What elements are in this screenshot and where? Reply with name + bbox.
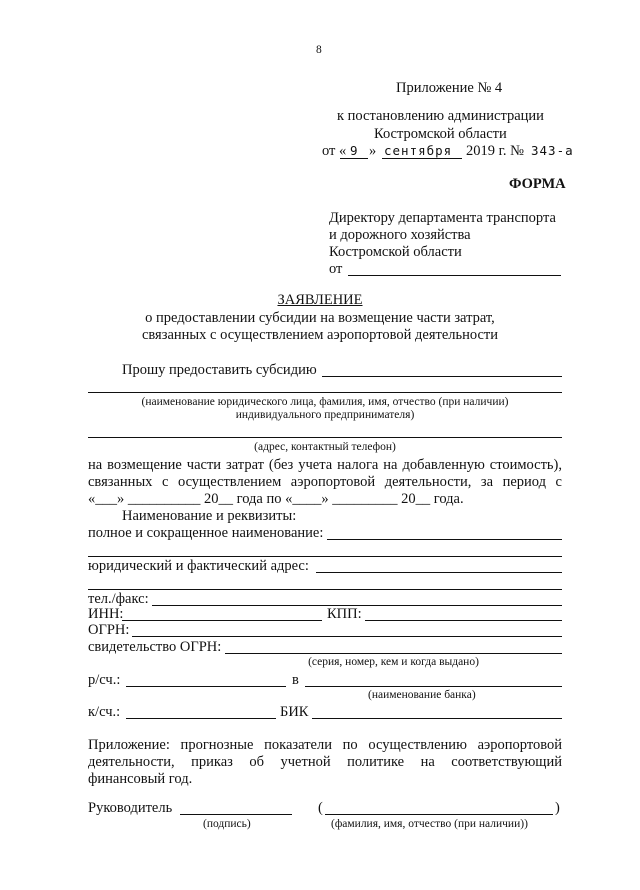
addressee-from-field[interactable] xyxy=(348,275,561,276)
document-title: ЗАЯВЛЕНИЕ xyxy=(277,292,363,308)
kpp-label: КПП: xyxy=(327,606,362,622)
page-number: 8 xyxy=(316,44,322,56)
attachment-line-3: финансовый год. xyxy=(88,771,193,787)
account-label: р/сч.: xyxy=(88,672,121,688)
hint-applicant-name-1: (наименование юридического лица, фамилия, имя, отчество (при наличии) xyxy=(141,396,509,408)
date-close-quote: » xyxy=(369,143,377,159)
hint-signature: (подпись) xyxy=(203,818,251,830)
date-day: 9 xyxy=(350,143,359,158)
fio-paren-open: ( xyxy=(318,800,323,816)
period-paragraph-line-2: связанных с осуществлением аэропортовой деятельности, за период с xyxy=(88,474,562,490)
full-name-field-2[interactable] xyxy=(88,556,562,557)
ogrn-certificate-field[interactable] xyxy=(225,653,562,654)
attachment-line-2: деятельности, приказ об учетной политике на соответствующий xyxy=(88,754,562,770)
inn-field[interactable] xyxy=(122,620,322,621)
requisites-heading: Наименование и реквизиты: xyxy=(122,508,297,524)
phone-label: тел./факс: xyxy=(88,591,149,607)
address-field-2[interactable] xyxy=(88,589,562,590)
hint-fio: (фамилия, имя, отчество (при наличии)) xyxy=(331,818,528,830)
ogrn-label: ОГРН: xyxy=(88,622,130,638)
hint-bank-name: (наименование банка) xyxy=(368,689,476,701)
appendix-label: Приложение № 4 xyxy=(396,80,503,96)
resolution-line-2: Костромской области xyxy=(374,126,507,142)
bank-in-label: в xyxy=(292,672,299,688)
addressee-line-1: Директору департамента транспорта xyxy=(329,210,556,226)
signature-field[interactable] xyxy=(180,814,292,815)
resolution-line-1: к постановлению администрации xyxy=(337,108,544,124)
date-month: сентября xyxy=(384,143,453,158)
document-subtitle-2: связанных с осуществлением аэропортовой деятельности xyxy=(141,327,499,343)
full-name-field[interactable] xyxy=(327,539,562,540)
addressee-from-label: от xyxy=(329,261,343,277)
address-label: юридический и фактический адрес: xyxy=(88,558,309,574)
period-paragraph-line-1: на возмещение части затрат (без учета налога на добавленную стоимость), xyxy=(88,457,562,473)
head-label: Руководитель xyxy=(88,800,173,816)
date-number: 343-а xyxy=(531,143,574,158)
date-from-label: от « xyxy=(322,143,347,159)
address-field[interactable] xyxy=(316,572,562,573)
fio-paren-close: ) xyxy=(555,800,560,816)
bik-field[interactable] xyxy=(312,718,562,719)
hint-address-phone: (адрес, контактный телефон) xyxy=(254,441,396,453)
fio-field[interactable] xyxy=(325,814,553,815)
ogrn-certificate-label: свидетельство ОГРН: xyxy=(88,639,222,655)
corr-account-field[interactable] xyxy=(126,718,276,719)
bik-label: БИК xyxy=(280,704,309,720)
document-subtitle-1: о предоставлении субсидии на возмещение части затрат, xyxy=(145,310,495,326)
form-label: ФОРМА xyxy=(509,176,566,192)
full-name-label: полное и сокращенное наименование: xyxy=(88,525,324,541)
addressee-line-3: Костромской области xyxy=(329,244,462,260)
address-phone-field[interactable] xyxy=(88,437,562,438)
hint-applicant-name-2: индивидуального предпринимателя) xyxy=(235,409,415,421)
hint-certificate: (серия, номер, кем и когда выдано) xyxy=(308,656,479,668)
corr-account-label: к/сч.: xyxy=(88,704,121,720)
kpp-field[interactable] xyxy=(365,620,562,621)
request-field[interactable] xyxy=(322,376,562,377)
account-field[interactable] xyxy=(126,686,286,687)
applicant-name-field[interactable] xyxy=(88,392,562,393)
inn-label: ИНН: xyxy=(88,606,124,622)
bank-name-field[interactable] xyxy=(305,686,562,687)
addressee-line-2: и дорожного хозяйства xyxy=(329,227,471,243)
period-paragraph-line-3: «___» __________ 20__ года по «____» _________ 20__ года. xyxy=(88,491,464,507)
ogrn-field[interactable] xyxy=(132,636,562,637)
request-label: Прошу предоставить субсидию xyxy=(122,362,317,378)
date-year-label: 2019 г. № xyxy=(466,143,525,159)
attachment-line-1: Приложение: прогнозные показатели по осуществлению аэропортовой xyxy=(88,737,562,753)
